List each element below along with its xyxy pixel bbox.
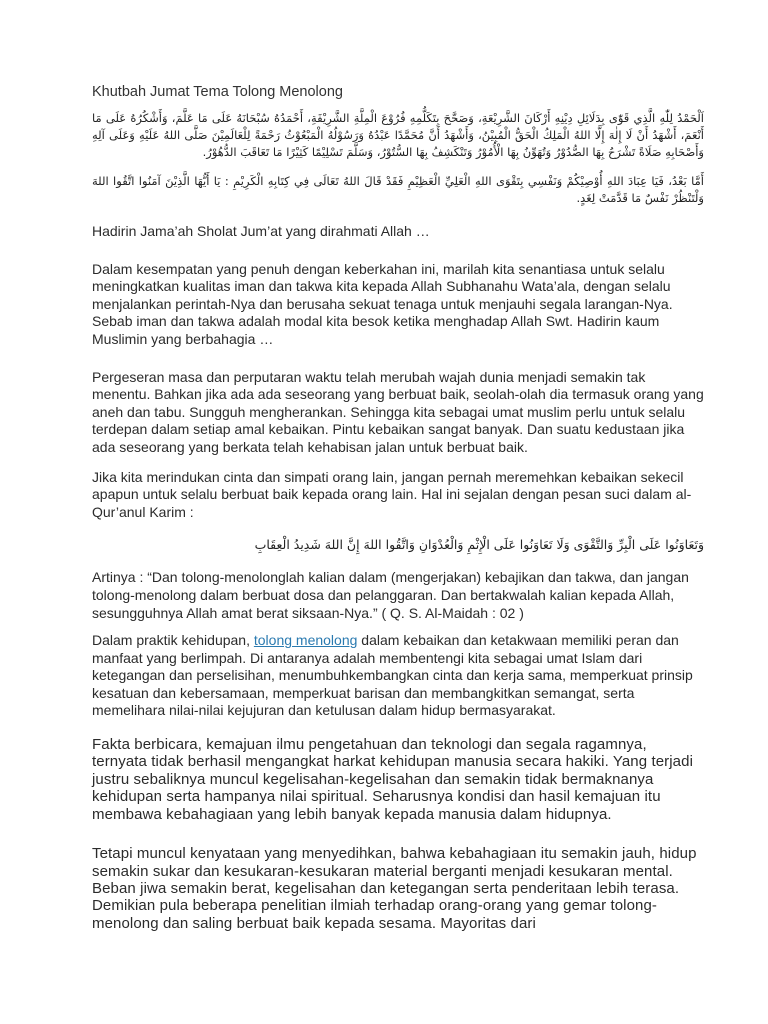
paragraph-praktik-kehidupan: [92, 632, 704, 720]
paragraph-translation: Artinya : “Dan tolong-menolonglah kalian dalam (mengerjakan) kebajikan dan takwa, dan jangan tolong-menolong dalam berbuat dosa dan pelanggaran. Dan bertakwalah kalian kepada Allah, sesungguhnya Allah amat berat siksaan-Nya.” ( Q. S. Al-Maidah : 02 ): [92, 569, 689, 621]
arabic-amma-badu: أَمَّا بَعْدُ، فَيَا عِبَادَ اللهِ أُوْصِيْكُمْ وَنَفْسِي بِتَقْوَى اللهِ الْعَلِيِّ الْعَظِيْمِ فَقَدْ قَالَ اللهُ تَعَالَى فِي كِتَابِهِ الْكَرِيْمِ : يَا أَيُّهَا الَّذِيْنَ آمَنُوا اتَّقُوا اللهَ وَلْتَنْظُرْ نَفْسٌ مَا قَدَّمَتْ لِغَدٍ.: [92, 174, 704, 205]
paragraph-kenyataan-menyedihkan: Tetapi muncul kenyataan yang menyedihkan, bahwa kebahagiaan itu semakin jauh, hidup semakin sukar dan kesukaran-kesukaran material berganti menjadi kesukaran mental. Beban jiwa semakin berat, kegelisahan dan ketegangan serta penderitaan lebih terasa. Demikian pula beberapa penelitian ilmiah terhadap orang-orang yang gemar tolong-menolong dan saling berbuat baik kepada sesama. Mayoritas dari: [92, 845, 697, 932]
document-page: [92, 82, 704, 932]
paragraph-text-start: Dalam praktik kehidupan,: [92, 632, 254, 649]
tolong-menolong-link[interactable]: tolong menolong: [253, 632, 358, 649]
paragraph-pergeseran-masa: Pergeseran masa dan perputaran waktu telah merubah wajah dunia menjadi semakin tak menentu. Bahkan jika ada ada seseorang yang berbuat baik, seolah-olah dia termasuk orang yang aneh dan tabu. Sungguh mengherankan. Sehingga kita sebagai umat muslim perlu untuk selalu terdepan dalam setiap amal kebaikan. Pintu kebaikan sangat banyak. Dan suatu kedustaan jika ada seseorang yang berkata telah kehabisan jalan untuk berbuat baik.: [92, 368, 704, 455]
arabic-verse-al-maidah: وَتَعَاوَنُوا عَلَى الْبِرِّ وَالتَّقْوَى وَلَا تَعَاوَنُوا عَلَى الْإِثْمِ وَالْعُدْوَانِ وَاتَّقُوا اللهَ إِنَّ اللهَ شَدِيدُ الْعِقَابِ: [254, 537, 704, 553]
paragraph-cinta-simpati: Jika kita merindukan cinta dan simpati orang lain, jangan pernah meremehkan kebaikan sekecil apapun untuk selalu berbuat baik kepada orang lain. Hal ini sejalan dengan pesan suci dalam al-Qur’anul Karim :: [92, 468, 692, 520]
paragraph-text-end: dalam kebaikan dan ketakwaan memiliki peran dan manfaat yang berlimpah. Di antaranya adalah membentengi kita sebagai umat Islam dari ketegangan dan perselisihan, menumbuhkembangkan cinta dan kerja sama, memperkuat prinsip kesatuan dan kebersamaan, memperkuat barisan dan membangkitkan semangat, serta memelihara nilai-nilai kejujuran dan ketulusan dalam hidup bermasyarakat.: [92, 632, 693, 719]
greeting-line: Hadirin Jama’ah Sholat Jum’at yang dirahmati Allah …: [92, 223, 430, 239]
arabic-opening-prayer: اَلْحَمْدُ لِلّٰهِ الَّذِي قَوّٰى بِدَلَائِلِ دِيْنِهِ أَرْكَانَ الشَّرِيْعَةِ، وَصَحَّحَ بِتَكَلُّمِهِ فُرُوْعَ الْمِلَّةِ الشَّرِيْفَةِ، أَحْمَدُهُ سُبْحَانَهُ عَلَى مَا عَلَّمَ، وَأَشْكُرُهُ عَلَى مَا أَنْعَمَ، أَشْهَدُ أَنْ لَا إِلٰهَ إِلَّا اللهُ الْمَلِكُ الْحَقُّ الْمُبِيْنُ، وَأَشْهَدُ أَنَّ مُحَمَّدًا عَبْدُهُ وَرَسُوْلُهُ الْمَبْعُوْثُ رَحْمَةً لِلْعَالَمِيْنَ صَلَّى اللهُ عَلَيْهِ وَعَلَى آلِهِ وَأَصْحَابِهِ صَلَاةً تَشْرَحُ بِهَا الصُّدُوْرُ وَتُهَوِّنُ بِهَا الْأُمُوْرُ وَتَنْكَشِفُ بِهَا السُّتُوْرُ، وَسَلَّمَ تَسْلِيْمًا كَثِيْرًا مَا تَعَاقَبَ الدُّهُوْرُ.: [92, 111, 704, 159]
document-title: Khutbah Jumat Tema Tolong Menolong: [92, 84, 343, 100]
paragraph-fakta-berbicara: Fakta berbicara, kemajuan ilmu pengetahuan dan teknologi dan segala ragamnya, ternyata tidak berhasil mengangkat harkat kehidupan manusia secara hakiki. Yang terjadi justru sebaliknya muncul kegelisahan-kegelisahan dan semakin tidak bermaknanya kehidupan serta hampanya nilai spiritual. Seharusnya kondisi dan hasil kemajuan itu membawa kebahagiaan yang lebih banyak kepada manusia dalam hidupnya.: [92, 736, 694, 823]
paragraph-iman-takwa: Dalam kesempatan yang penuh dengan keberkahan ini, marilah kita senantiasa untuk selalu meningkatkan kualitas iman dan takwa kita kepada Allah Subhanahu Wata’ala, dengan selalu menjalankan perintah-Nya dan berusaha sekuat tenaga untuk menjauhi segala larangan-Nya. Sebab iman dan takwa adalah modal kita besok ketika menghadap Allah Swt. Hadirin kaum Muslimin yang berbahagia …: [92, 260, 673, 347]
